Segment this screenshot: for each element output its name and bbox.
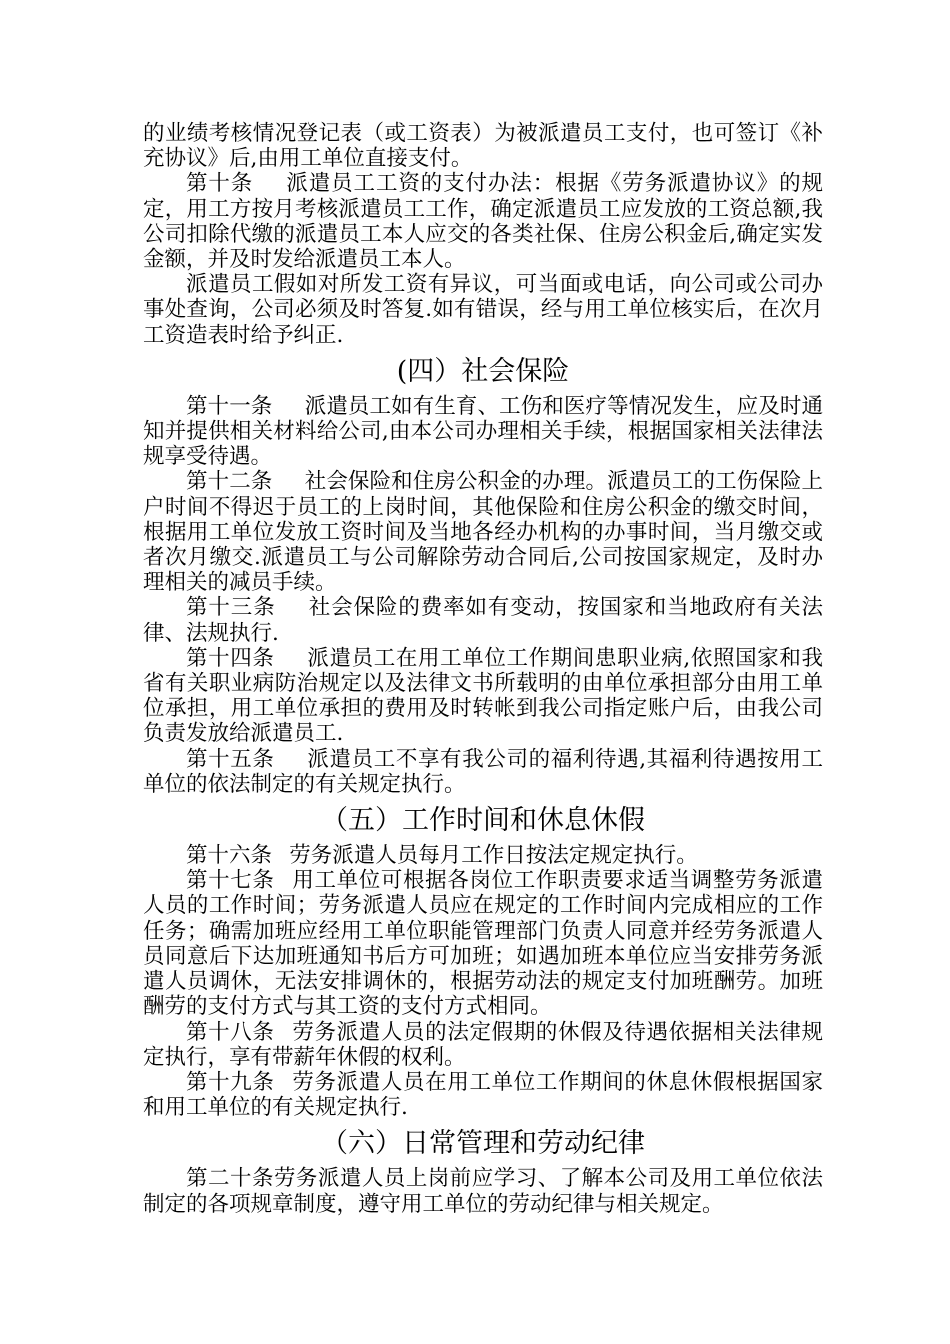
article-11 — [143, 394, 823, 470]
section-heading-daily-management: （六）日常管理和劳动纪律 — [321, 1128, 645, 1160]
paragraph-text: 劳务派遣人员的法定假期的休假及待遇依据相关法律规定执行，享有带薪年休假的权利。 — [143, 1019, 823, 1070]
paragraph-text: 社会保险的费率如有变动，按国家和当地政府有关法律、法规执行. — [143, 595, 823, 646]
paragraph-text: 劳务派遣人员在用工单位工作期间的休息休假根据国家和用工单位的有关规定执行. — [143, 1069, 823, 1121]
article-15 — [143, 747, 823, 797]
paragraph-text: 派遣员工如有生育、工伤和医疗等情况发生，应及时通知并提供相关材料给公司,由本公司办理相关手续，根据国家相关法律法规享受待遇。 — [143, 393, 823, 470]
article-number: 第十九条 — [186, 1069, 275, 1095]
paragraph-text: 用工单位可根据各岗位工作职责要求适当调整劳务派遣人员的工作时间；劳务派遣人员应在规定的工作时间内完成相应的工作任务；确需加班应经用工单位职能管理部门负责人同意并经劳务派遣人员同意后下达加班通知书后方可加班；如遇加班本单位应当安排劳务派遣人员调休，无法安排调休的，根据劳动法的规定支付加班酬劳。加班酬劳的支付方式与其工资的支付方式相同。 — [143, 868, 823, 1020]
article-13 — [143, 595, 823, 645]
paragraph-text: 派遣员工工资的支付办法：根据《劳务派遣协议》的规定，用工方按月考核派遣员工工作，确定派遣员工应发放的工资总额,我公司扣除代缴的派遣员工本人应交的各类社保、住房公积金后,确定实发金额，并及时发给派遣员工本人。 — [143, 171, 823, 273]
article-number: 第十四条 — [186, 645, 275, 671]
article-18 — [143, 1020, 823, 1070]
article-number: 第十二条 — [186, 469, 273, 495]
document-page — [143, 121, 823, 1217]
article-16 — [143, 843, 823, 868]
paragraph-text: 劳务派遣人员每月工作日按法定规定执行。 — [289, 843, 698, 869]
article-number: 第十一条 — [186, 393, 273, 419]
paragraph-text: 的业绩考核情况登记表（或工资表）为被派遣员工支付，也可签订《补充协议》后,由用工单位直接支付。 — [143, 121, 823, 172]
paragraph-text: 派遣员工不享有我公司的福利待遇,其福利待遇按用工单位的依法制定的有关规定执行。 — [143, 746, 823, 797]
paragraph-salary-dispute — [143, 272, 823, 348]
article-14 — [143, 646, 823, 747]
section-heading-social-insurance: (四）社会保险 — [396, 355, 570, 387]
article-10 — [143, 171, 823, 272]
article-number: 第十条 — [186, 171, 254, 197]
section-heading-working-hours: （五）工作时间和休息休假 — [321, 805, 645, 837]
article-number: 第十六条 — [186, 843, 273, 869]
article-number: 第十三条 — [186, 595, 276, 621]
paragraph-text: 派遣员工假如对所发工资有异议，可当面或电话，向公司或公司办事处查询，公司必须及时答复.如有错误，经与用工单位核实后，在次月工资造表时给予纠正. — [143, 272, 823, 348]
article-number: 第十八条 — [186, 1019, 275, 1045]
article-number: 第十七条 — [186, 868, 275, 894]
paragraph-text: 社会保险和住房公积金的办理。派遣员工的工伤保险上户时间不得迟于员工的上岗时间，其他保险和住房公积金的缴交时间，根据用工单位发放工资时间及当地各经办机构的办事时间，当月缴交或者次月缴交.派遣员工与公司解除劳动合同后,公司按国家规定，及时办理相关的减员手续。 — [143, 469, 823, 596]
article-number: 第二十条 — [186, 1166, 274, 1192]
paragraph-text: 劳务派遣人员上岗前应学习、了解本公司及用工单位依法制定的各项规章制度，遵守用工单位的劳动纪律与相关规定。 — [143, 1166, 823, 1217]
article-number: 第十五条 — [186, 746, 275, 772]
article-19 — [143, 1070, 823, 1120]
article-20 — [143, 1166, 823, 1216]
article-12 — [143, 469, 823, 595]
article-17 — [143, 868, 823, 1019]
paragraph-continuation — [143, 121, 823, 171]
paragraph-text: 派遣员工在用工单位工作期间患职业病,依照国家和我省有关职业病防治规定以及法律文书所载明的由单位承担部分由用工单位承担，用工单位承担的费用及时转帐到我公司指定账户后，由我公司负责发放给派遣员工. — [143, 645, 823, 747]
